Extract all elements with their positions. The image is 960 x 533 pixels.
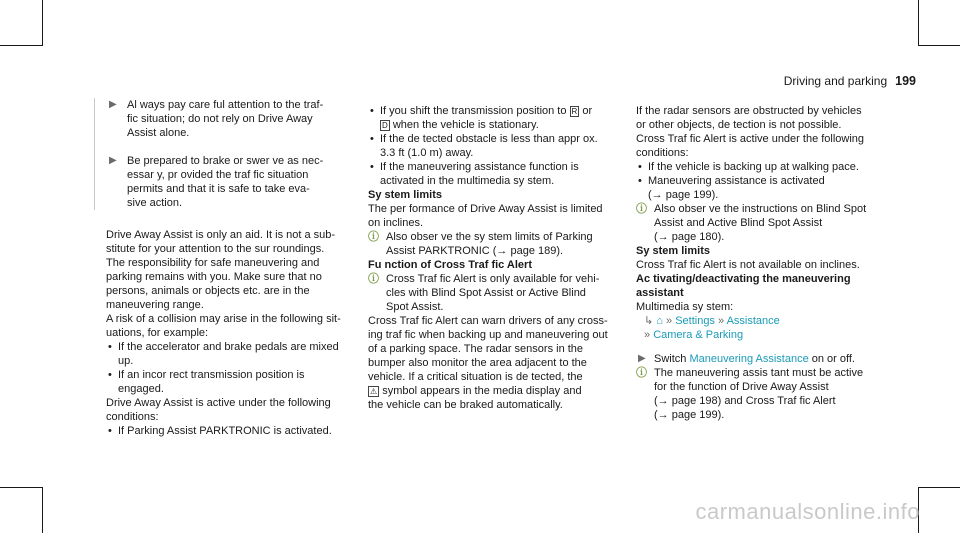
text-line: vehicle. If a critical situation is de tected, the	[368, 371, 583, 383]
list-item: • If you shift the transmission position to R or D when the vehicle is stationary.	[368, 104, 628, 132]
note-line: Assist alone.	[127, 127, 190, 139]
note-line: sive action.	[127, 197, 183, 209]
menu-camera-parking: Camera & Parking	[653, 329, 744, 341]
note-line: essar y, pr ovided the traf fic situation	[127, 169, 309, 181]
condition-list	[636, 160, 891, 202]
info-note: ⓘ The maneuvering assis tant must be active for the function of Drive Away Assist (→ page 198) and Cross Traf fic Alert (→ page 199).	[636, 367, 864, 421]
text-line: Drive Away Assist is active under the following	[106, 397, 331, 409]
menu-path	[636, 328, 891, 342]
page-number: 199	[895, 74, 916, 88]
info-icon: ⓘ	[368, 273, 379, 285]
list-item: • If an incor rect transmission position is engaged.	[106, 368, 356, 396]
text-line: persons, animals or objects etc. are in the	[106, 285, 310, 297]
page-header	[784, 74, 916, 88]
info-icon: ⓘ	[636, 367, 647, 379]
chevron-right-icon: »	[718, 315, 725, 327]
info-note: ⓘ Cross Traf fic Alert is only available for vehi‐ cles with Blind Spot Assist or Active Blind Spot Assist.	[368, 273, 600, 313]
text-line: the vehicle can be braked automatically.	[368, 399, 563, 411]
section-heading: Fu nction of Cross Traf fic Alert	[368, 259, 532, 271]
crop-mark	[918, 0, 919, 46]
note-line: permits and that it is safe to take eva‐	[127, 183, 310, 195]
section-heading: Sy stem limits	[368, 189, 442, 201]
text-line: Cross Traf fic Alert is active under the following	[636, 133, 865, 145]
text-line: Cross Traf fic Alert can warn drivers of any cross‐	[368, 315, 608, 327]
text-line: uations, for example:	[106, 327, 209, 339]
column-3	[636, 104, 891, 422]
text-line: ing traf fic when backing up and maneuvering out	[368, 329, 608, 341]
info-icon: ⓘ	[636, 203, 647, 215]
text-line: Drive Away Assist is only an aid. It is not a sub‐	[106, 229, 336, 241]
note-line: fic situation; do not rely on Drive Away	[127, 113, 313, 125]
column-2	[368, 104, 628, 412]
list-item: • Maneuvering assistance is activated (→ page 199).	[636, 174, 891, 202]
condition-list	[106, 340, 356, 396]
path-start-icon: ↳	[644, 315, 654, 327]
crop-mark	[42, 0, 43, 46]
text-line: If the radar sensors are obstructed by vehicles	[636, 105, 862, 117]
section-heading: assistant	[636, 287, 684, 299]
text-line: stitute for your attention to the sur roundings.	[106, 243, 325, 255]
chevron-right-icon: »	[666, 315, 673, 327]
info-note: ⓘ Also obser ve the instructions on Blind Spot Assist and Active Blind Spot Assist (→ page 180).	[636, 203, 867, 243]
section-heading: Ac tivating/deactivating the maneuvering	[636, 273, 851, 285]
crop-mark	[42, 487, 43, 533]
play-arrow-icon: ▶	[109, 155, 117, 166]
info-icon: ⓘ	[368, 231, 379, 243]
action-step: ▶ Switch Maneuvering Assistance on or off.	[638, 353, 855, 365]
text-line: conditions:	[106, 411, 159, 423]
text-line: The responsibility for safe maneuvering and	[106, 257, 320, 269]
text-line: of a parking space. The radar sensors in the	[368, 343, 584, 355]
home-icon: ⌂	[656, 315, 663, 327]
list-item: • If the maneuvering assistance function is activated in the multimedia sy stem.	[368, 160, 628, 188]
text-line: bumper also monitor the area adjacent to the	[368, 357, 587, 369]
play-arrow-icon: ▶	[638, 353, 646, 364]
warning-note-1	[94, 98, 356, 210]
text-line: Multimedia sy stem:	[636, 301, 734, 313]
list-item: • If the vehicle is backing up at walking pace.	[636, 160, 891, 174]
info-note: ⓘ Also obser ve the sy stem limits of Parking Assist PARKTRONIC (→ page 189).	[368, 231, 593, 257]
list-item: • If Parking Assist PARKTRONIC is activated.	[106, 424, 356, 438]
text-line: Cross Traf fic Alert is not available on inclines.	[636, 259, 860, 271]
text-line: A risk of a collision may arise in the following sit‐	[106, 313, 341, 325]
crop-mark	[918, 487, 960, 488]
cross-traffic-warning-icon: ⚠	[370, 387, 378, 396]
gear-d-icon: D	[382, 121, 388, 130]
text-line: or other objects, de tection is not possible.	[636, 119, 842, 131]
watermark: carmanualsonline.info	[695, 499, 920, 524]
crop-mark	[0, 487, 42, 488]
condition-list	[106, 424, 356, 438]
text-line: parking remains with you. Make sure that no	[106, 271, 322, 283]
menu-path	[636, 314, 891, 328]
text-line: maneuvering range.	[106, 299, 204, 311]
section-heading: Sy stem limits	[636, 245, 710, 257]
note-line: Be prepared to brake or swer ve as nec‐	[127, 155, 324, 167]
text-line: The per formance of Drive Away Assist is limited	[368, 203, 603, 215]
text-line: ⚠ symbol appears in the media display and	[370, 385, 582, 397]
text-line: conditions:	[636, 147, 689, 159]
crop-mark	[918, 45, 960, 46]
list-item: • If the de tected obstacle is less than appr ox. 3.3 ft (1.0 m) away.	[368, 132, 628, 160]
gear-r-icon: R	[571, 107, 578, 116]
note-line: Al ways pay care ful attention to the traf‐	[127, 99, 324, 111]
condition-list	[368, 104, 628, 188]
section-title: Driving and parking	[783, 74, 888, 88]
play-arrow-icon: ▶	[109, 99, 117, 110]
menu-assistance: Assistance	[726, 315, 780, 327]
list-item: • If the accelerator and brake pedals are mixed up.	[106, 340, 356, 368]
column-1	[96, 98, 356, 438]
maneuvering-assistance-option: Maneuvering Assistance	[689, 353, 809, 365]
text-line: on inclines.	[368, 217, 424, 229]
menu-settings: Settings	[675, 315, 715, 327]
crop-mark	[0, 45, 42, 46]
chevron-right-icon: »	[644, 329, 651, 341]
